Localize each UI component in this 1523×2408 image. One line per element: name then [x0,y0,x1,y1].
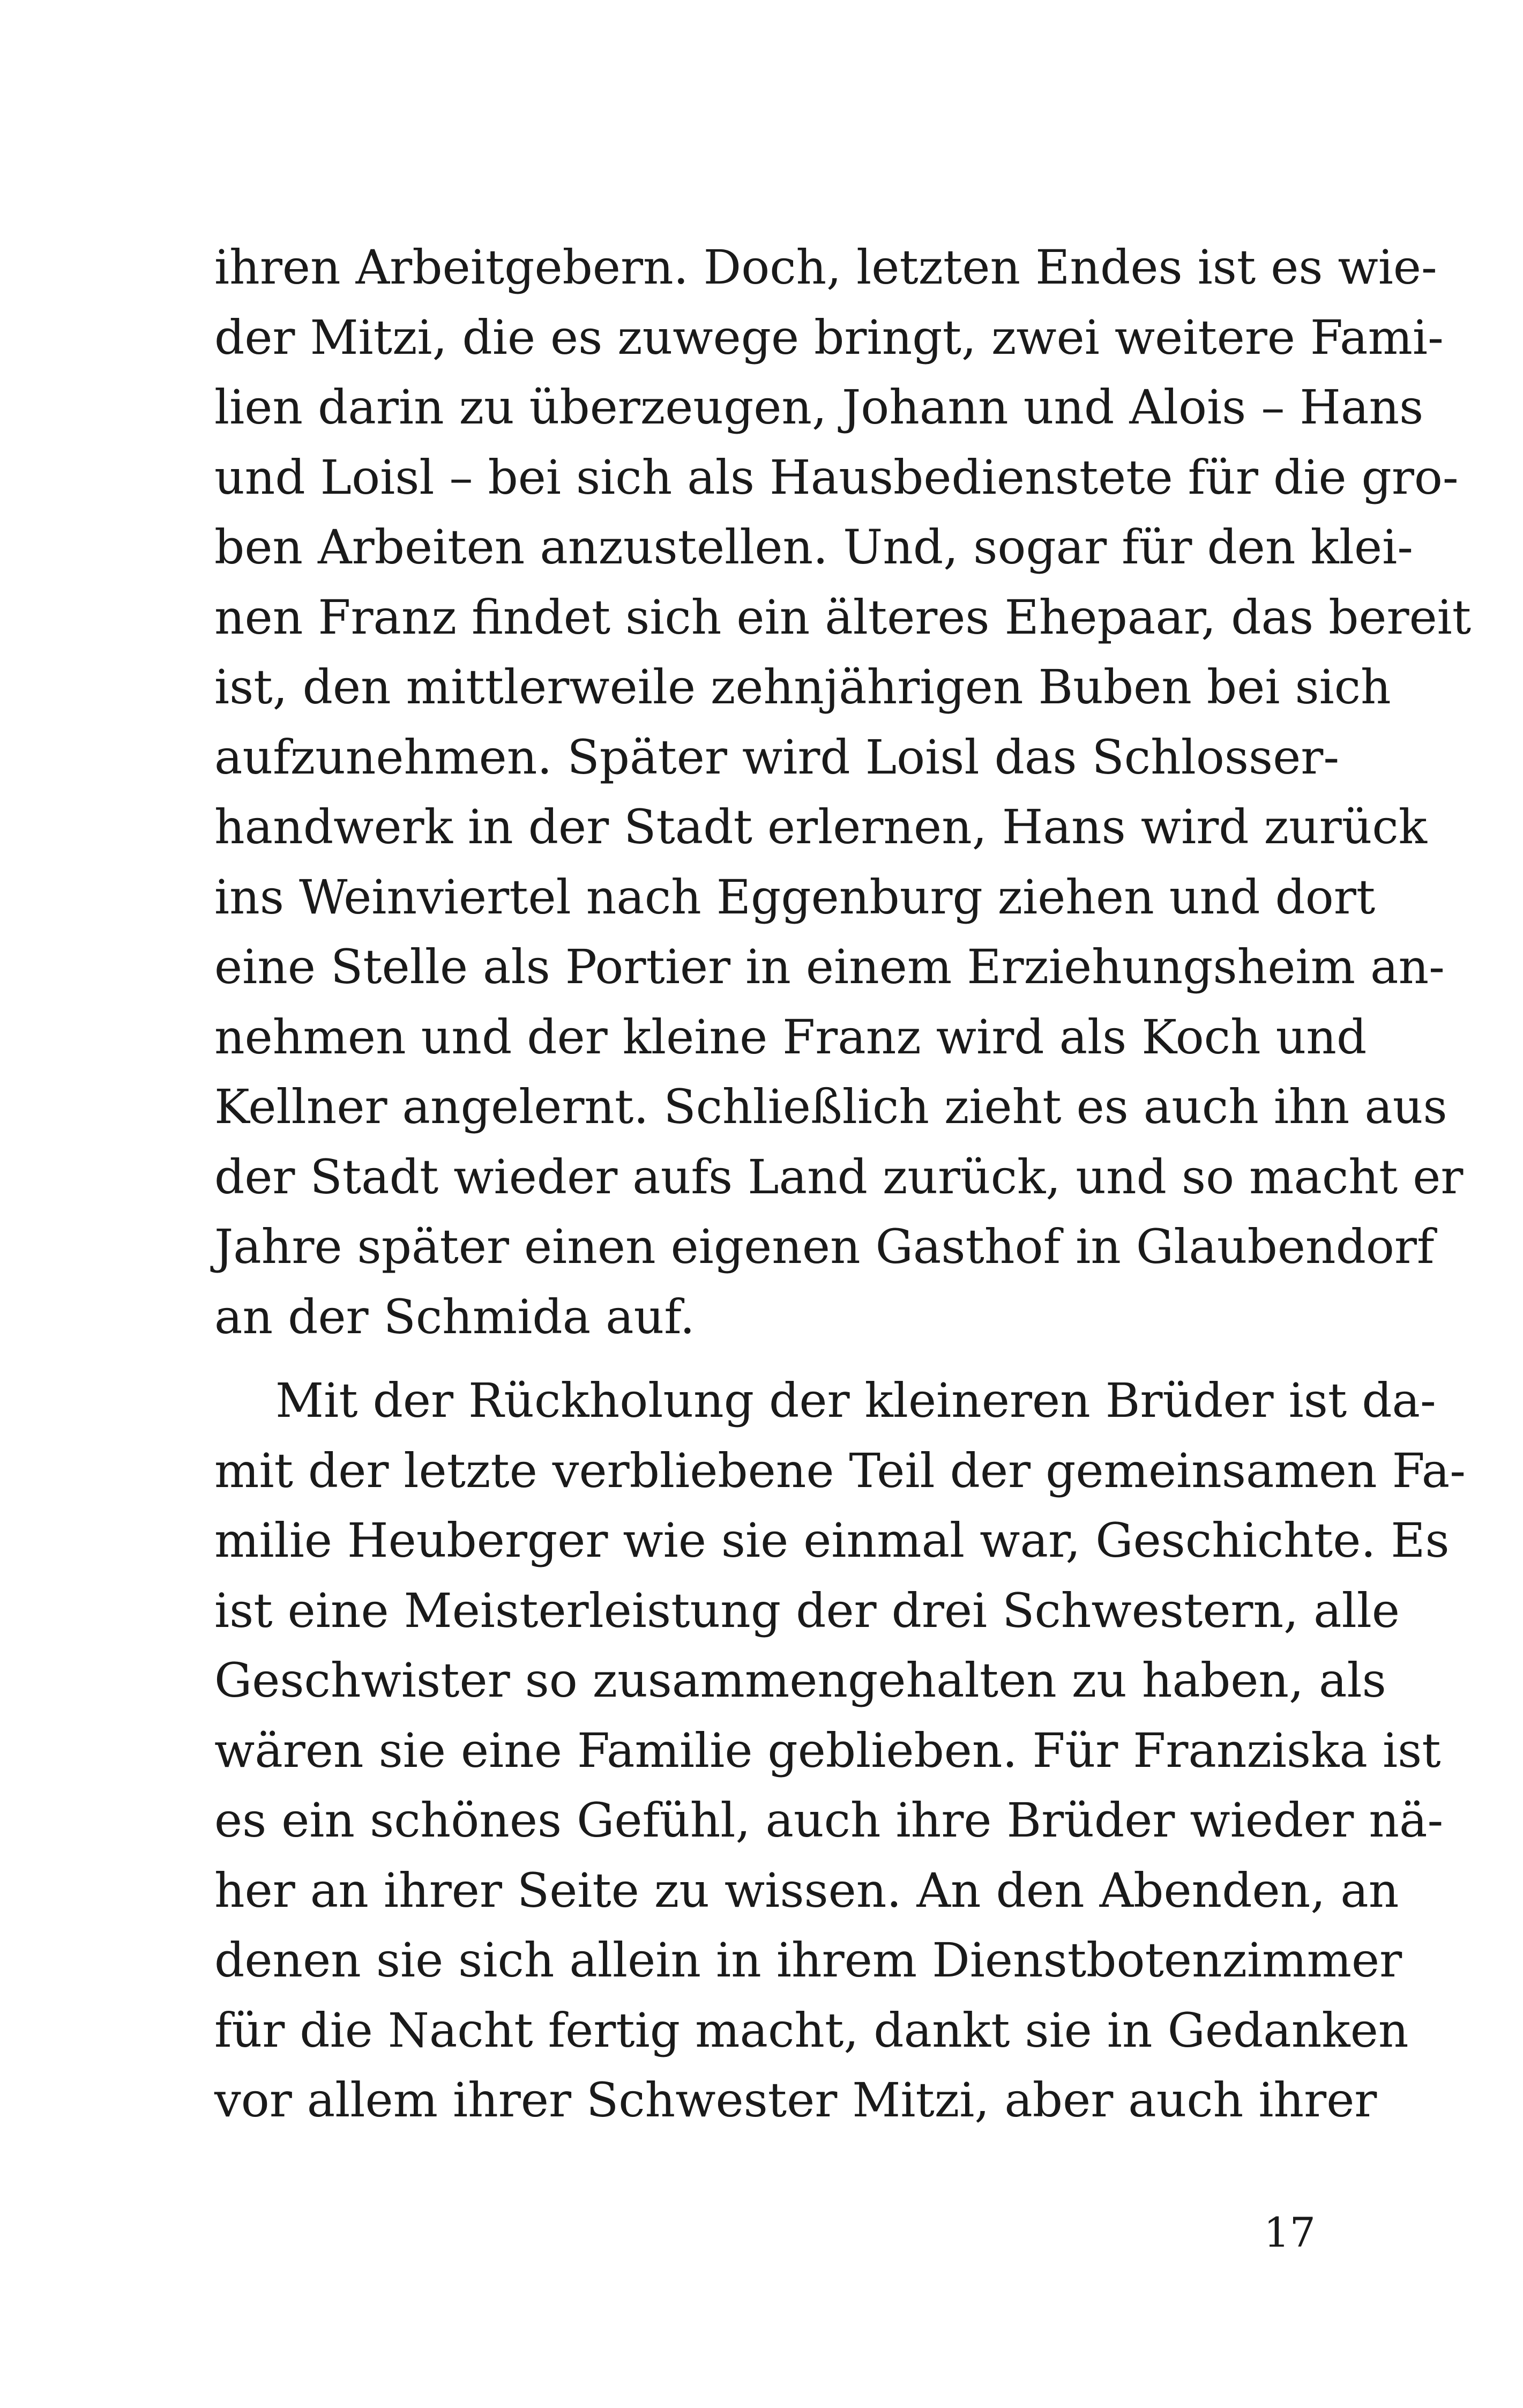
text-line: ist eine Meisterleistung der drei Schwestern, alle [214,1582,1400,1638]
paragraph-2 [214,1366,1466,2136]
text-line: für die Nacht fertig macht, dankt sie in Gedanken [214,2002,1409,2058]
text-line: her an ihrer Seite zu wissen. An den Abenden, an [214,1862,1399,1918]
page-number: 17 [1264,2209,1316,2256]
text-line: denen sie sich allein in ihrem Dienstbotenzimmer [214,1933,1402,1988]
text-line: wären sie eine Familie geblieben. Für Franziska ist [214,1722,1441,1778]
text-line: der Stadt wieder aufs Land zurück, und so macht er [214,1149,1464,1205]
text-line: nehmen und der kleine Franz wird als Koch und [214,1009,1367,1065]
text-line: ist, den mittlerweile zehnjährigen Buben bei sich [214,659,1391,715]
text-line: eine Stelle als Portier in einem Erziehungsheim an- [214,939,1445,994]
text-line: Mit der Rückholung der kleineren Brüder ist da- [275,1373,1436,1428]
text-line: mit der letzte verbliebene Teil der gemeinsamen Fa- [214,1443,1466,1498]
text-line: milie Heuberger wie sie einmal war, Geschichte. Es [214,1513,1450,1568]
text-line: und Loisl – bei sich als Hausbedienstete für die gro- [214,449,1459,505]
text-line: aufzunehmen. Später wird Loisl das Schlosser- [214,729,1340,785]
text-line: nen Franz findet sich ein älteres Ehepaar, das bereit [214,589,1472,645]
text-line: lien darin zu überzeugen, Johann und Alois – Hans [214,380,1424,435]
text-line: der Mitzi, die es zuwege bringt, zwei weitere Fami- [214,309,1444,365]
text-line: ihren Arbeitgebern. Doch, letzten Endes ist es wie- [214,240,1437,295]
text-line: ins Weinviertel nach Eggenburg ziehen und dort [214,869,1376,925]
text-line: Geschwister so zusammengehalten zu haben, als [214,1653,1386,1708]
text-line: ben Arbeiten anzustellen. Und, sogar für den klei- [214,519,1413,575]
text-line: handwerk in der Stadt erlernen, Hans wird zurück [214,799,1427,854]
paragraph-1 [214,233,1472,1352]
text-line: an der Schmida auf. [214,1289,695,1344]
text-line: Kellner angelernt. Schließlich zieht es auch ihn aus [214,1079,1447,1134]
text-line: Jahre später einen eigenen Gasthof in Glaubendorf [214,1219,1435,1274]
text-line: vor allem ihrer Schwester Mitzi, aber auch ihrer [214,2072,1377,2128]
text-line: es ein schönes Gefühl, auch ihre Brüder wieder nä- [214,1793,1444,1848]
